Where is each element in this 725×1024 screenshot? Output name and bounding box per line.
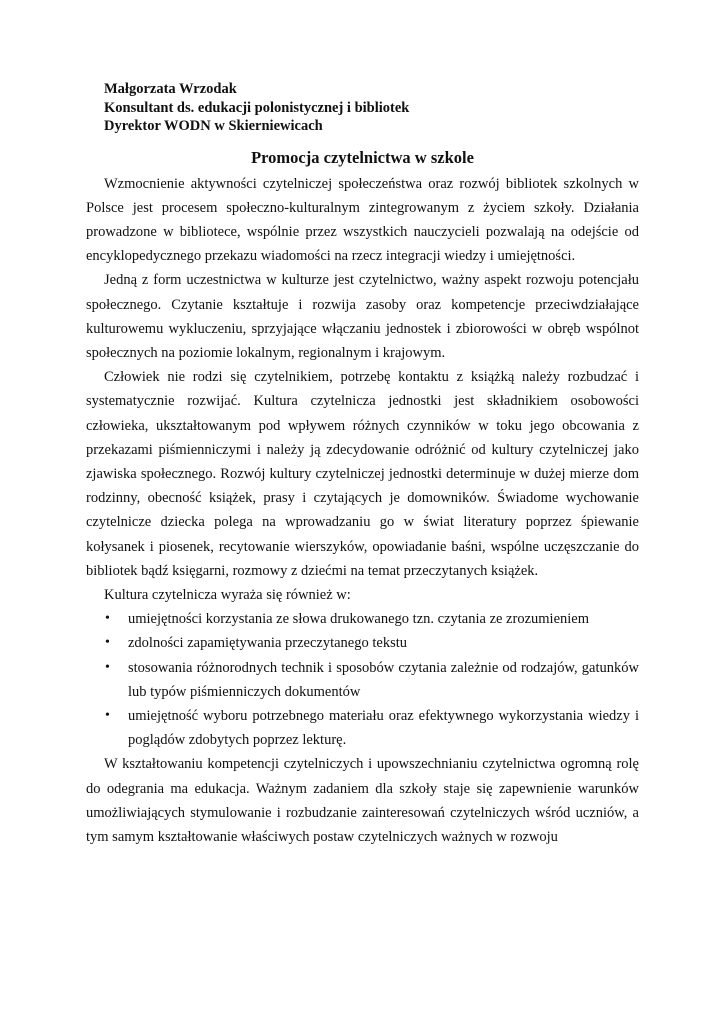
list-item xyxy=(86,631,639,655)
list-intro: Kultura czytelnicza wyraża się również w: xyxy=(104,586,351,603)
list-item-text: umiejętności korzystania ze słowa drukowanego tzn. czytania ze zrozumieniem xyxy=(128,611,589,628)
paragraph-1: Wzmocnienie aktywności czytelniczej społeczeństwa oraz rozwój bibliotek szkolnych w Polsce jest procesem społeczno-kulturalnym zintegrowanym z życiem szkoły. Działania prowadzone w bibliotece, wspólnie przez wszystkich nauczycieli pozwalają na odejście od encyklopedycznego przekazu wiadomości na rzecz integracji wiedzy i umiejętności. xyxy=(86,175,639,265)
paragraph-2: Jedną z form uczestnictwa w kulturze jest czytelnictwo, ważny aspekt rozwoju potencjału społecznego. Czytanie kształtuje i rozwija zasoby oraz kompetencje przeciwdziałające kulturowemu wykluczeniu, sprzyjające włączaniu jednostek i zbiorowości w obręb wspólnot społecznych na poziomie lokalnym, regionalnym i krajowym. xyxy=(86,272,639,361)
list-item-text: zdolności zapamiętywania przeczytanego tekstu xyxy=(128,635,408,652)
bullet-icon: • xyxy=(105,707,110,723)
bullet-list xyxy=(86,607,639,752)
list-item xyxy=(86,704,639,752)
author-role: Konsultant ds. edukacji polonistycznej i bibliotek xyxy=(104,99,410,116)
bullet-icon: • xyxy=(105,635,110,651)
document-title: Promocja czytelnictwa w szkole xyxy=(251,147,474,167)
list-item xyxy=(86,607,639,631)
bullet-icon: • xyxy=(105,611,110,627)
author-name: Małgorzata Wrzodak xyxy=(104,81,237,97)
list-item-text: umiejętność wyboru potrzebnego materiału oraz efektywnego wykorzystania wiedzy i poglądów zdobytych poprzez lekturę. xyxy=(128,707,639,749)
bullet-icon: • xyxy=(105,659,110,675)
list-item-text: stosowania różnorodnych technik i sposobów czytania zależnie od rodzajów, gatunków lub typów piśmienniczych dokumentów xyxy=(128,659,639,700)
author-block xyxy=(86,80,639,136)
author-position: Dyrektor WODN w Skierniewicach xyxy=(104,118,323,134)
list-item xyxy=(86,656,639,704)
closing-paragraph: W kształtowaniu kompetencji czytelniczych i upowszechnianiu czytelnictwa ogromną rolę do odegrania ma edukacja. Ważnym zadaniem dla szkoły staje się zapewnienie warunków umożliwiających stymulowanie i rozbudzanie zainteresowań czytelniczych wśród uczniów, a tym samym kształtowanie właściwych postaw czytelniczych ważnych w rozwoju xyxy=(86,756,639,845)
document-page xyxy=(86,80,639,849)
paragraph-3: Człowiek nie rodzi się czytelnikiem, potrzebę kontaktu z książką należy rozbudzać i systematycznie rozwijać. Kultura czytelnicza jednostki jest składnikiem osobowości człowieka, ukształtowanym pod wpływem różnych czynników w toku jego obcowania z przekazami piśmienniczymi i należy ją zdecydowanie odróżnić od kultury czytelniczej jako zjawiska społecznego. Rozwój kultury czytelniczej jednostki determinuje w dużej mierze dom rodzinny, obecność książek, prasy i czytających je domowników. Świadome wychowanie czytelnicze dziecka polega na wprowadzaniu go w świat literatury poprzez śpiewanie kołysanek i piosenek, recytowanie wierszyków, opowiadanie baśni, wspólne uczęszczanie do bibliotek bądź księgarni, rozmowy z dziećmi na temat przeczytanych książek. xyxy=(86,369,639,579)
